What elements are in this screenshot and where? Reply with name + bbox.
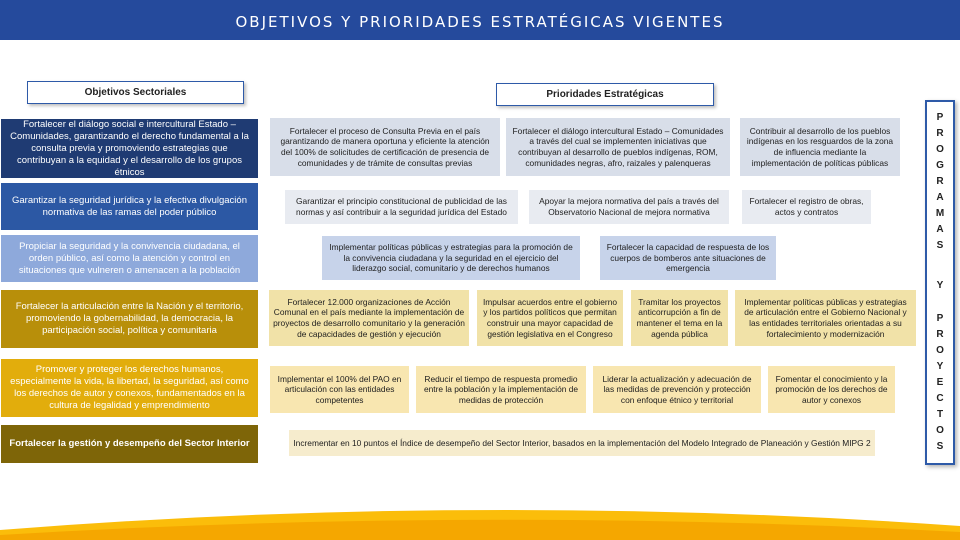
- priority-r3-1: Implementar políticas públicas y estrategias para la promoción de la convivencia ciudadana y la seguridad en el ejercicio del liderazgo social, comunitario y de derechos humanos: [322, 236, 580, 280]
- sidebar-letter: O: [936, 345, 944, 356]
- bottom-wave-decoration: [0, 500, 960, 540]
- priority-r2-2: Apoyar la mejora normativa del país a través del Observatorio Nacional de mejora normativa: [529, 190, 729, 224]
- priority-r4-3: Tramitar los proyectos anticorrupción a fin de mantener el tema en la agenda pública: [631, 290, 728, 346]
- sidebar-letter: O: [936, 425, 944, 436]
- priority-r6-1: Incrementar en 10 puntos el Índice de desempeño del Sector Interior, basados en la implementación del Modelo Integrado de Planeación y Gestión MIPG 2: [289, 430, 875, 456]
- programas-y-proyectos-sidebar: [925, 100, 955, 465]
- sidebar-letter: O: [936, 144, 944, 155]
- objective-5: Promover y proteger los derechos humanos, especialmente la vida, la libertad, la seguridad, así como los derechos de autor y conexos, fundamentados en la cultura de legalidad y emprendimiento: [1, 359, 258, 417]
- priority-r1-3: Contribuir al desarrollo de los pueblos indígenas en los resguardos de la zona de influencia mediante la implementación de políticas públicas: [740, 118, 900, 176]
- priority-r4-2: Impulsar acuerdos entre el gobierno y los partidos políticos que permitan construir una mayor capacidad de gestión legislativa en el Congreso: [477, 290, 623, 346]
- sidebar-letter: A: [936, 224, 944, 235]
- priority-r5-3: Liderar la actualización y adecuación de las medidas de prevención y protección con enfoque étnico y territorial: [593, 366, 761, 413]
- sidebar-letter: R: [936, 176, 944, 187]
- priority-r3-2: Fortalecer la capacidad de respuesta de los cuerpos de bomberos ante situaciones de emergencia: [600, 236, 776, 280]
- priority-r4-1: Fortalecer 12.000 organizaciones de Acción Comunal en el país mediante la implementación de proyectos de desarrollo comunitario y la generación de capacidades de gestión y ejecución: [269, 290, 469, 346]
- objective-2: Garantizar la seguridad jurídica y la efectiva divulgación normativa de las ramas del poder público: [1, 183, 258, 230]
- priority-r5-4: Fomentar el conocimiento y la promoción de los derechos de autor y conexos: [768, 366, 895, 413]
- sidebar-letter: C: [936, 393, 944, 404]
- sidebar-letter: S: [936, 240, 944, 251]
- priority-r2-1: Garantizar el principio constitucional de publicidad de las normas y así contribuir a la seguridad jurídica del Estado: [285, 190, 518, 224]
- sidebar-letter: R: [936, 128, 944, 139]
- sidebar-letter: M: [935, 208, 945, 219]
- objective-3: Propiciar la seguridad y la convivencia ciudadana, el orden público, así como la atención y control en situaciones que vulneren o amenacen a la población: [1, 235, 258, 282]
- sidebar-letter: Y: [936, 361, 944, 372]
- sidebar-letter: E: [936, 377, 944, 388]
- objective-4: Fortalecer la articulación entre la Nación y el territorio, promoviendo la gobernabilidad, la democracia, la participación social, política y comunitaria: [1, 290, 258, 348]
- sidebar-letter: G: [936, 160, 944, 171]
- priority-r1-2: Fortalecer el diálogo intercultural Estado – Comunidades a través del cual se implementen iniciativas que contribuyan al desarrollo de pueblos indígenas, ROM, comunidades negras, afro, raizales y palenqueras: [506, 118, 730, 176]
- sidebar-letter: S: [936, 441, 944, 452]
- objective-6: Fortalecer la gestión y desempeño del Sector Interior: [1, 425, 258, 463]
- sidebar-letter: T: [936, 409, 944, 420]
- priority-r5-1: Implementar el 100% del PAO en articulación con las entidades competentes: [270, 366, 409, 413]
- priority-r2-3: Fortalecer el registro de obras, actos y contratos: [742, 190, 871, 224]
- sidebar-letter: P: [936, 112, 944, 123]
- sidebar-letter: A: [936, 192, 944, 203]
- priority-r5-2: Reducir el tiempo de respuesta promedio entre la población y la implementación de medidas de protección: [416, 366, 586, 413]
- header-objetivos-sectoriales: Objetivos Sectoriales: [27, 81, 244, 104]
- priority-r1-1: Fortalecer el proceso de Consulta Previa en el país garantizando de manera oportuna y eficiente la atención del 100% de solicitudes de certificación de presencia de comunidades y de trámite de consultas previas: [270, 118, 500, 176]
- sidebar-letter: P: [936, 313, 944, 324]
- objective-1: Fortalecer el diálogo social e intercultural Estado – Comunidades, garantizando el derecho fundamental a la consulta previa y promoviendo estrategias que contribuyan a la equidad y el desarrollo de los grupos étnicos: [1, 119, 258, 178]
- page-title: OBJETIVOS Y PRIORIDADES ESTRATÉGICAS VIGENTES: [235, 13, 725, 31]
- sidebar-letter: R: [936, 329, 944, 340]
- header-prioridades-estrategicas: Prioridades Estratégicas: [496, 83, 714, 106]
- sidebar-letter: Y: [936, 280, 944, 291]
- priority-r4-4: Implementar políticas públicas y estrategias de articulación entre el Gobierno Nacional y las entidades territoriales orientadas a su fortalecimiento y modernización: [735, 290, 916, 346]
